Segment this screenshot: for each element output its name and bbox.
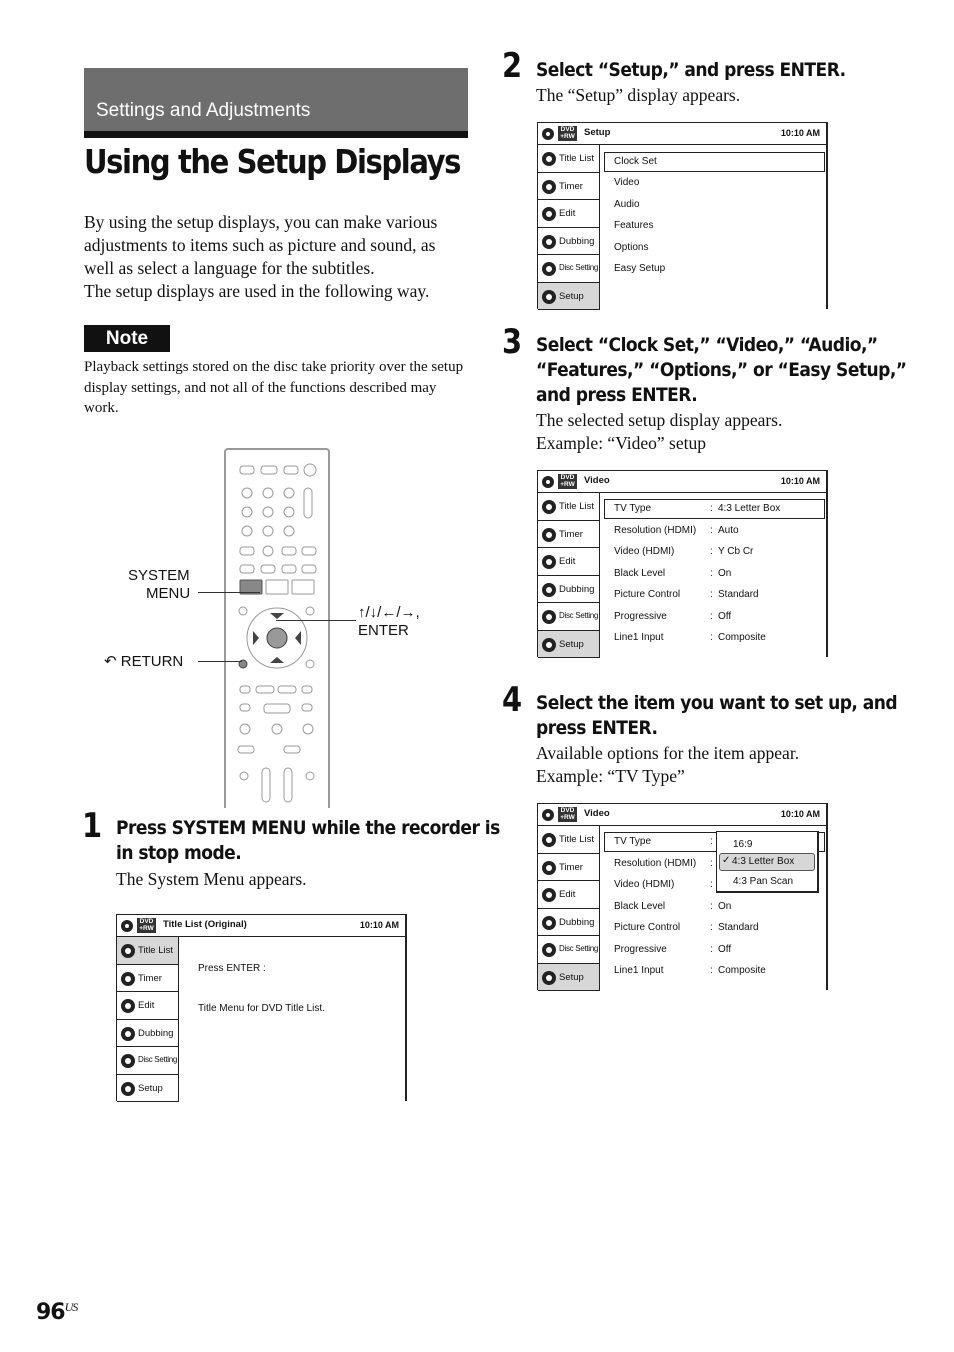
option-clock-set[interactable]: Clock Set <box>614 156 657 167</box>
setting-row[interactable]: Picture Control : Standard <box>614 589 759 600</box>
title-list-icon <box>542 833 556 847</box>
step-1-text: The System Menu appears. <box>116 869 307 889</box>
menu-item-timer[interactable]: Timer <box>117 965 179 993</box>
step-4-text-line-1: Available options for the item appear. <box>536 743 800 763</box>
intro-line-4: The setup displays are used in the following way. <box>84 281 430 301</box>
disc-icon <box>121 920 133 932</box>
setting-row[interactable]: Resolution (HDMI) : <box>614 858 713 869</box>
dubbing-icon <box>542 583 556 597</box>
setting-row[interactable]: TV Type : <box>614 836 713 847</box>
menu-item-timer[interactable]: Timer <box>538 854 600 882</box>
step-4-number: 4 <box>502 680 523 720</box>
timer-icon <box>542 528 556 542</box>
intro-line-3: well as select a language for the subtitles. <box>84 258 375 278</box>
menu-item-edit[interactable]: Edit <box>538 548 600 576</box>
disc-setting-icon <box>121 1054 135 1068</box>
screen-menu <box>538 493 600 658</box>
screen-clock: 10:10 AM <box>780 128 820 138</box>
screen-title: Video <box>584 808 610 819</box>
checkmark-icon: ✓ <box>722 855 731 866</box>
return-leader <box>198 661 242 662</box>
popup-option-pan-scan[interactable]: 4:3 Pan Scan <box>733 876 794 887</box>
option-easy-setup[interactable]: Easy Setup <box>614 263 666 274</box>
enter-label: ENTER <box>358 622 409 639</box>
menu-item-title-list[interactable]: Title List <box>538 145 600 173</box>
disc-icon <box>542 809 554 821</box>
setup-icon <box>542 971 556 985</box>
setting-row[interactable]: Line1 Input : Composite <box>614 965 766 976</box>
option-options[interactable]: Options <box>614 242 649 253</box>
menu-item-setup[interactable]: Setup <box>538 964 600 992</box>
dubbing-icon <box>121 1027 135 1041</box>
step-3-number: 3 <box>502 322 523 362</box>
setting-row[interactable]: TV Type : 4:3 Letter Box <box>614 503 781 514</box>
return-label: ↶ RETURN <box>104 653 184 670</box>
screen-header <box>117 915 405 937</box>
disc-icon <box>542 476 554 488</box>
menu-item-disc-setting[interactable]: Disc Setting <box>117 1047 179 1075</box>
page-title: Using the Setup Displays <box>84 142 461 181</box>
return-arrow-icon: ↶ <box>104 653 117 670</box>
disc-icon <box>542 128 554 140</box>
note-label: Note <box>84 325 170 352</box>
menu-item-setup[interactable]: Setup <box>117 1075 179 1103</box>
step-4-text-line-2: Example: “TV Type” <box>536 766 685 786</box>
menu-item-dubbing[interactable]: Dubbing <box>538 909 600 937</box>
arrows-label: ↑/↓/←/→, <box>358 604 420 621</box>
disc-setting-icon <box>542 943 556 957</box>
step-1-title-line-2: in stop mode. <box>116 842 242 864</box>
title-list-icon <box>121 944 135 958</box>
menu-item-title-list[interactable]: Title List <box>538 493 600 521</box>
dvd-rw-badge: DVD +RW <box>558 807 577 822</box>
setting-row[interactable]: Progressive : Off <box>614 611 732 622</box>
step-3-title-line-3: and press ENTER. <box>536 384 698 406</box>
intro-line-1: By using the setup displays, you can make various <box>84 212 438 232</box>
screen-header <box>538 471 826 493</box>
screen-header <box>538 804 826 826</box>
step-3-text-line-1: The selected setup display appears. <box>536 410 783 430</box>
edit-icon <box>542 888 556 902</box>
screen-title: Setup <box>584 127 611 138</box>
menu-item-edit[interactable]: Edit <box>538 200 600 228</box>
screen-menu <box>117 937 179 1102</box>
dubbing-icon <box>542 916 556 930</box>
menu-item-title-list[interactable]: Title List <box>117 937 179 965</box>
step-2-text: The “Setup” display appears. <box>536 85 741 105</box>
system-menu-label-line-2: MENU <box>146 585 191 602</box>
screen-line-2: Title Menu for DVD Title List. <box>198 1003 325 1014</box>
setting-row[interactable]: Line1 Input : Composite <box>614 632 766 643</box>
option-audio[interactable]: Audio <box>614 199 640 210</box>
option-features[interactable]: Features <box>614 220 654 231</box>
section-header <box>84 68 468 138</box>
menu-item-setup[interactable]: Setup <box>538 631 600 659</box>
menu-item-setup[interactable]: Setup <box>538 283 600 311</box>
screen-title: Title List (Original) <box>163 919 247 930</box>
system-menu-leader <box>198 592 260 593</box>
option-video[interactable]: Video <box>614 177 640 188</box>
setup-icon <box>542 638 556 652</box>
step-3-title-line-1: Select “Clock Set,” “Video,” “Audio,” <box>536 334 878 356</box>
title-list-icon <box>542 500 556 514</box>
edit-icon <box>542 555 556 569</box>
timer-icon <box>542 180 556 194</box>
menu-item-edit[interactable]: Edit <box>538 881 600 909</box>
edit-icon <box>121 999 135 1013</box>
dvd-rw-badge: DVD +RW <box>137 918 156 933</box>
timer-icon <box>121 972 135 986</box>
system-menu-label-line-1: SYSTEM <box>128 567 190 584</box>
setting-row[interactable]: Video (HDMI) : Y Cb Cr <box>614 546 754 557</box>
setting-row[interactable]: Black Level : On <box>614 901 732 912</box>
step-4-title-line-1: Select the item you want to set up, and <box>536 692 898 714</box>
section-title: Settings and Adjustments <box>96 100 311 121</box>
edit-icon <box>542 207 556 221</box>
menu-item-disc-setting[interactable]: Disc Setting <box>538 603 600 631</box>
screen-clock: 10:10 AM <box>359 920 399 930</box>
video-setup-screen <box>537 470 828 657</box>
screen-clock: 10:10 AM <box>780 809 820 819</box>
setting-row[interactable]: Picture Control : Standard <box>614 922 759 933</box>
title-list-icon <box>542 152 556 166</box>
menu-item-dubbing[interactable]: Dubbing <box>538 576 600 604</box>
screen-clock: 10:10 AM <box>780 476 820 486</box>
screen-header <box>538 123 826 145</box>
page-number: $96^{US}$ <box>36 1300 78 1325</box>
dvd-rw-badge: DVD +RW <box>558 126 577 141</box>
setting-row[interactable]: Video (HDMI) : <box>614 879 713 890</box>
menu-item-title-list[interactable]: Title List <box>538 826 600 854</box>
tv-type-options-screen <box>537 803 828 990</box>
dubbing-icon <box>542 235 556 249</box>
step-3-text-line-2: Example: “Video” setup <box>536 433 707 453</box>
disc-setting-icon <box>542 610 556 624</box>
popup-option-16-9[interactable]: 16:9 <box>733 839 753 850</box>
setup-screen <box>537 122 828 309</box>
setting-row[interactable]: Progressive : Off <box>614 944 732 955</box>
step-2-number: 2 <box>502 46 523 86</box>
system-menu-screen <box>116 914 407 1101</box>
step-3-title-line-2: “Features,” “Options,” or “Easy Setup,” <box>536 359 907 381</box>
menu-item-disc-setting[interactable]: Disc Setting <box>538 255 600 283</box>
setting-row[interactable]: Black Level : On <box>614 568 732 579</box>
arrows-leader <box>276 620 356 621</box>
screen-line-1: Press ENTER : <box>198 963 266 974</box>
disc-setting-icon <box>542 262 556 276</box>
menu-item-timer[interactable]: Timer <box>538 173 600 201</box>
menu-item-edit[interactable]: Edit <box>117 992 179 1020</box>
menu-item-timer[interactable]: Timer <box>538 521 600 549</box>
timer-icon <box>542 861 556 875</box>
screen-title: Video <box>584 475 610 486</box>
step-2-title-line-1: Select “Setup,” and press ENTER. <box>536 59 846 81</box>
screen-menu <box>538 826 600 991</box>
menu-item-disc-setting[interactable]: Disc Setting <box>538 936 600 964</box>
intro-line-2: adjustments to items such as picture and sound, as <box>84 235 436 255</box>
dvd-rw-badge: DVD +RW <box>558 474 577 489</box>
note-text: Playback settings stored on the disc take priority over the setup display settings, and not all of the functions described may work. <box>84 359 464 416</box>
step-1-number: 1 <box>82 806 103 846</box>
remote-control-illustration <box>224 448 330 808</box>
tv-type-popup <box>716 831 819 893</box>
menu-item-dubbing[interactable]: Dubbing <box>538 228 600 256</box>
step-1-title-line-1: Press SYSTEM MENU while the recorder is <box>116 817 500 839</box>
screen-menu <box>538 145 600 310</box>
step-4-title-line-2: press ENTER. <box>536 717 658 739</box>
setup-icon <box>542 290 556 304</box>
setup-icon <box>121 1082 135 1096</box>
setting-row[interactable]: Resolution (HDMI) : Auto <box>614 525 739 536</box>
menu-item-dubbing[interactable]: Dubbing <box>117 1020 179 1048</box>
popup-option-selected[interactable]: ✓ 4:3 Letter Box <box>719 853 815 871</box>
remote-buttons-icon <box>226 450 328 810</box>
